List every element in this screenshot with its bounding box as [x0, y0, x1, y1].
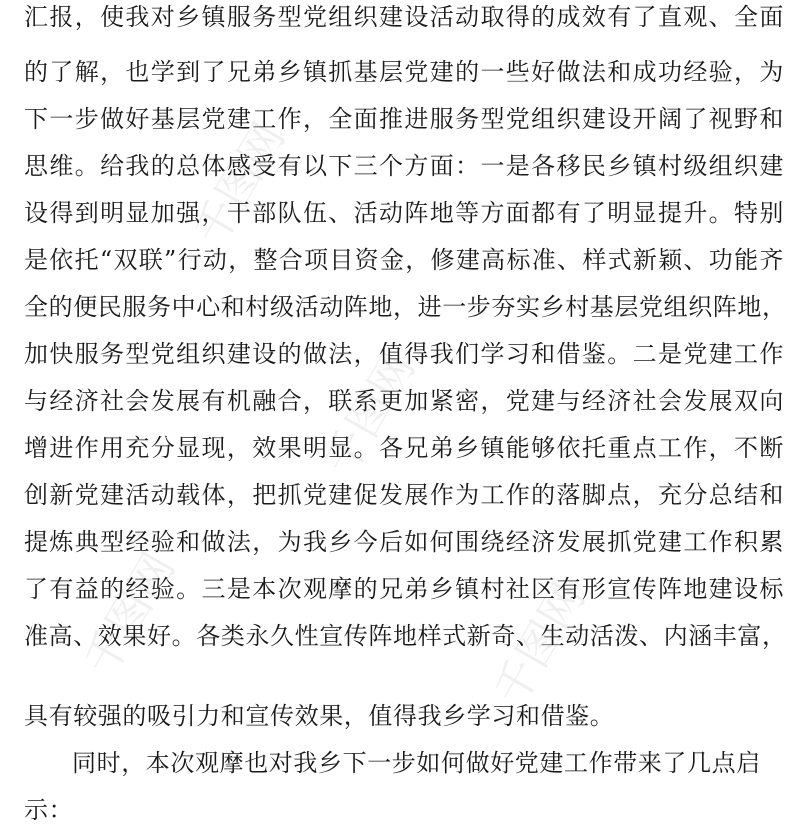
watermark: 千图网 [74, 544, 185, 685]
text-line: 设得到明显加强，干部队伍、活动阵地等方面都有了明显提升。特别 [24, 199, 784, 227]
paragraph-start: 同时，本次观摩也对我乡下一步如何做好党建工作带来了几点启 [72, 749, 761, 777]
text-line: 了有益的经验。三是本次观摩的兄弟乡镇村社区有形宣传阵地建设标 [24, 575, 784, 603]
text-line: 提炼典型经验和做法，为我乡今后如何围绕经济发展抓党建工作积累 [24, 528, 784, 556]
text-line: 增进作用充分显现，效果明显。各兄弟乡镇能够依托重点工作，不断 [24, 434, 784, 462]
text-line: 加快服务型党组织建设的做法，值得我们学习和借鉴。二是党建工作 [24, 340, 784, 368]
text-line: 汇报，使我对乡镇服务型党组织建设活动取得的成效有了直观、全面 [24, 3, 784, 31]
text-line: 创新党建活动载体，把抓党建促发展作为工作的落脚点，充分总结和 [24, 481, 784, 509]
text-line: 具有较强的吸引力和宣传效果，值得我乡学习和借鉴。 [24, 702, 615, 730]
text-line: 示： [24, 796, 74, 824]
watermark: 千图网 [184, 114, 295, 255]
text-line: 下一步做好基层党建工作，全面推进服务型党组织建设开阔了视野和 [24, 105, 784, 133]
text-line: 与经济社会发展有机融合，联系更加紧密，党建与经济社会发展双向 [24, 387, 784, 415]
text-line: 准高、效果好。各类永久性宣传阵地样式新奇、生动活泼、内涵丰富， [24, 622, 787, 650]
text-line: 思维。给我的总体感受有以下三个方面：一是各移民乡镇村级组织建 [24, 152, 784, 180]
text-line: 全的便民服务中心和村级活动阵地，进一步夯实乡村基层党组织阵地， [24, 293, 787, 321]
text-line: 是依托“双联”行动，整合项目资金，修建高标准、样式新颖、功能齐 [24, 246, 784, 274]
watermark: 千图网 [484, 574, 595, 715]
watermark: 千图网 [314, 344, 425, 485]
text-line: 的了解，也学到了兄弟乡镇抓基层党建的一些好做法和成功经验，为 [24, 58, 784, 86]
